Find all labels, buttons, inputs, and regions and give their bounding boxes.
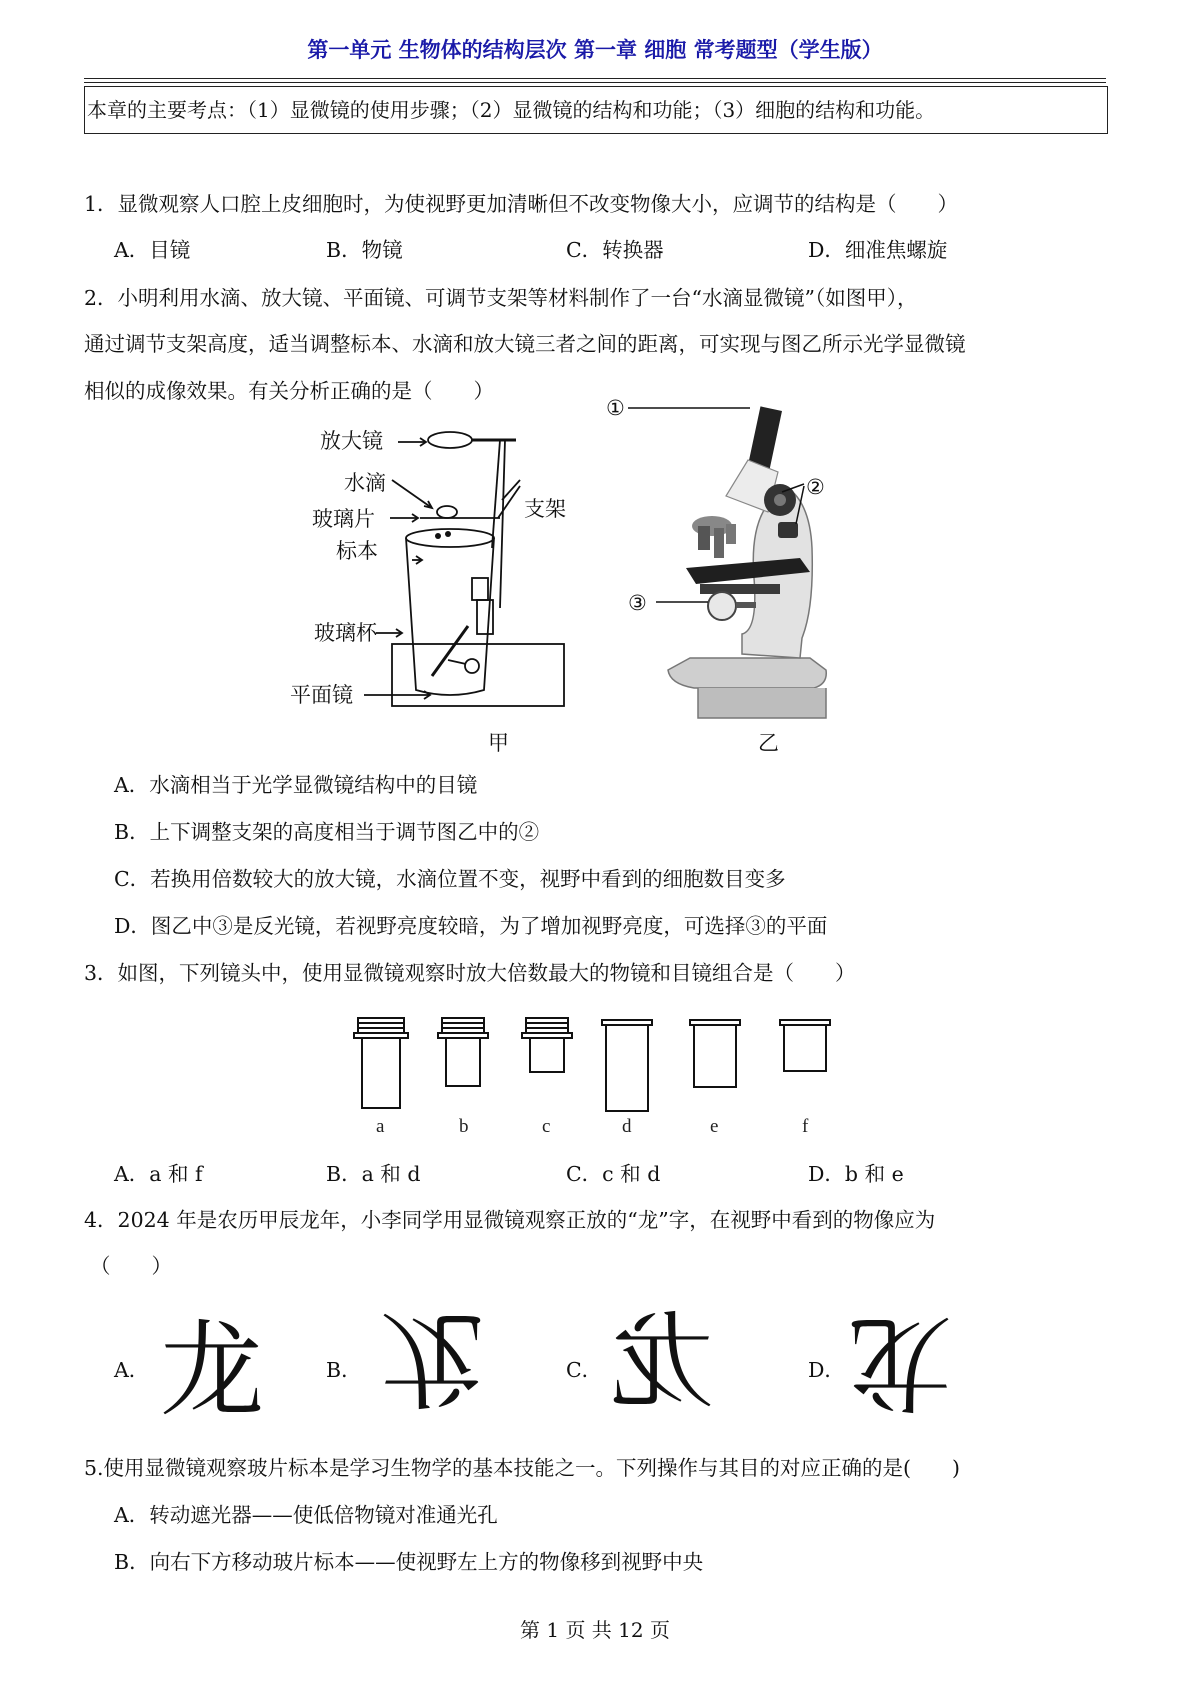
lens-label-e: e	[710, 1116, 719, 1137]
q5-option-b: B．向右下方移动玻片标本——使视野左上方的物像移到视野中央	[114, 1550, 704, 1574]
stand-rod	[477, 600, 493, 634]
figure-water-drop-microscope	[290, 408, 600, 758]
page-footer: 第 1 页 共 12 页	[520, 1618, 670, 1642]
q4-stem-paren: （ ）	[90, 1254, 172, 1278]
q2-option-c: C．若换用倍数较大的放大镜，水滴位置不变，视野中看到的细胞数目变多	[114, 867, 786, 891]
q1-option-b: B．物镜	[326, 238, 403, 262]
lens-e	[690, 1020, 740, 1087]
label-mirror-3: ③	[628, 591, 647, 615]
q2-stem-line-1: 2．小明利用水滴、放大镜、平面镜、可调节支架等材料制作了一台“水滴显微镜”（如图甲），	[84, 286, 918, 310]
q4-option-d-letter: D．	[808, 1358, 845, 1382]
header-rule	[84, 78, 1106, 79]
label-magnifier: 放大镜	[320, 429, 383, 453]
lens-b	[438, 1018, 488, 1086]
q5-option-a: A．转动遮光器——使低倍物镜对准通光孔	[114, 1503, 498, 1527]
figure-light-microscope	[606, 396, 890, 758]
q2-stem-line-3: 相似的成像效果。有关分析正确的是（ ）	[84, 379, 494, 403]
q2-stem-line-2: 通过调节支架高度，适当调整标本、水滴和放大镜三者之间的距离，可实现与图乙所示光学显微镜	[84, 332, 966, 356]
label-eyepiece-1: ①	[606, 396, 625, 420]
label-focus-knob-2: ②	[806, 475, 825, 499]
q4-stem: 4．2024 年是农历甲辰龙年，小李同学用显微镜观察正放的“龙”字，在视野中看到的物像应为	[84, 1208, 936, 1232]
key-points-box: 本章的主要考点：（1）显微镜的使用步骤；（2）显微镜的结构和功能；（3）细胞的结构和功能。	[84, 86, 1108, 134]
q2-option-b: B．上下调整支架的高度相当于调节图乙中的②	[114, 820, 540, 844]
q1-stem: 1．显微观察人口腔上皮细胞时，为使视野更加清晰但不改变物像大小，应调节的结构是（ ）	[84, 192, 959, 216]
base-block	[392, 644, 564, 706]
lens-label-a: a	[376, 1116, 385, 1137]
q3-option-b: B．a 和 d	[326, 1162, 421, 1186]
label-specimen: 标本	[336, 539, 378, 563]
q3-option-c: C．c 和 d	[566, 1162, 661, 1186]
lens-label-c: c	[542, 1116, 551, 1137]
page-header-title: 第一单元 生物体的结构层次 第一章 细胞 常考题型（学生版）	[307, 38, 883, 62]
lens-a	[354, 1018, 408, 1108]
q1-option-d: D．细准焦螺旋	[808, 238, 948, 262]
stand-clamp	[472, 578, 488, 600]
q1-option-a: A．目镜	[114, 238, 191, 262]
q4-option-c-image: 龙	[610, 1301, 715, 1423]
q5-stem: 5.使用显微镜观察玻片标本是学习生物学的基本技能之一。下列操作与其目的对应正确的是( )	[84, 1456, 961, 1480]
figure-jia-caption: 甲	[488, 731, 509, 755]
q2-option-d: D．图乙中③是反光镜，若视野亮度较暗，为了增加视野亮度，可选择③的平面	[114, 914, 828, 938]
header-rule-2	[84, 82, 1106, 83]
q2-option-a: A．水滴相当于光学显微镜结构中的目镜	[114, 773, 478, 797]
lens-label-f: f	[802, 1116, 809, 1137]
label-glass-slide: 玻璃片	[312, 507, 375, 531]
lens-d	[602, 1020, 652, 1111]
q4-option-c-letter: C．	[566, 1358, 603, 1382]
lens-label-b: b	[459, 1116, 469, 1137]
figure-yi-caption: 乙	[758, 731, 779, 755]
q1-option-c: C．转换器	[566, 238, 664, 262]
water-drop-shape	[437, 506, 457, 518]
figure-lenses	[350, 1008, 850, 1138]
magnifier-shape	[428, 432, 472, 448]
q3-option-a: A．a 和 f	[114, 1162, 203, 1186]
lens-f	[780, 1020, 830, 1071]
lens-label-d: d	[622, 1116, 632, 1137]
q4-option-b-image: 龙	[380, 1297, 485, 1419]
label-water-drop: 水滴	[344, 471, 386, 495]
q4-option-d-image: 龙	[848, 1301, 953, 1423]
q3-option-d: D．b 和 e	[808, 1162, 904, 1186]
q4-option-a-letter: A．	[114, 1358, 150, 1382]
q4-option-b-letter: B．	[326, 1358, 362, 1382]
q4-option-a-image: 龙	[160, 1309, 265, 1431]
label-stand: 支架	[524, 497, 566, 521]
label-plane-mirror: 平面镜	[290, 683, 353, 707]
lens-c	[522, 1018, 572, 1072]
cup-rim	[406, 529, 494, 547]
label-glass-cup: 玻璃杯	[314, 621, 377, 645]
q3-stem: 3．如图，下列镜头中，使用显微镜观察时放大倍数最大的物镜和目镜组合是（ ）	[84, 961, 856, 985]
